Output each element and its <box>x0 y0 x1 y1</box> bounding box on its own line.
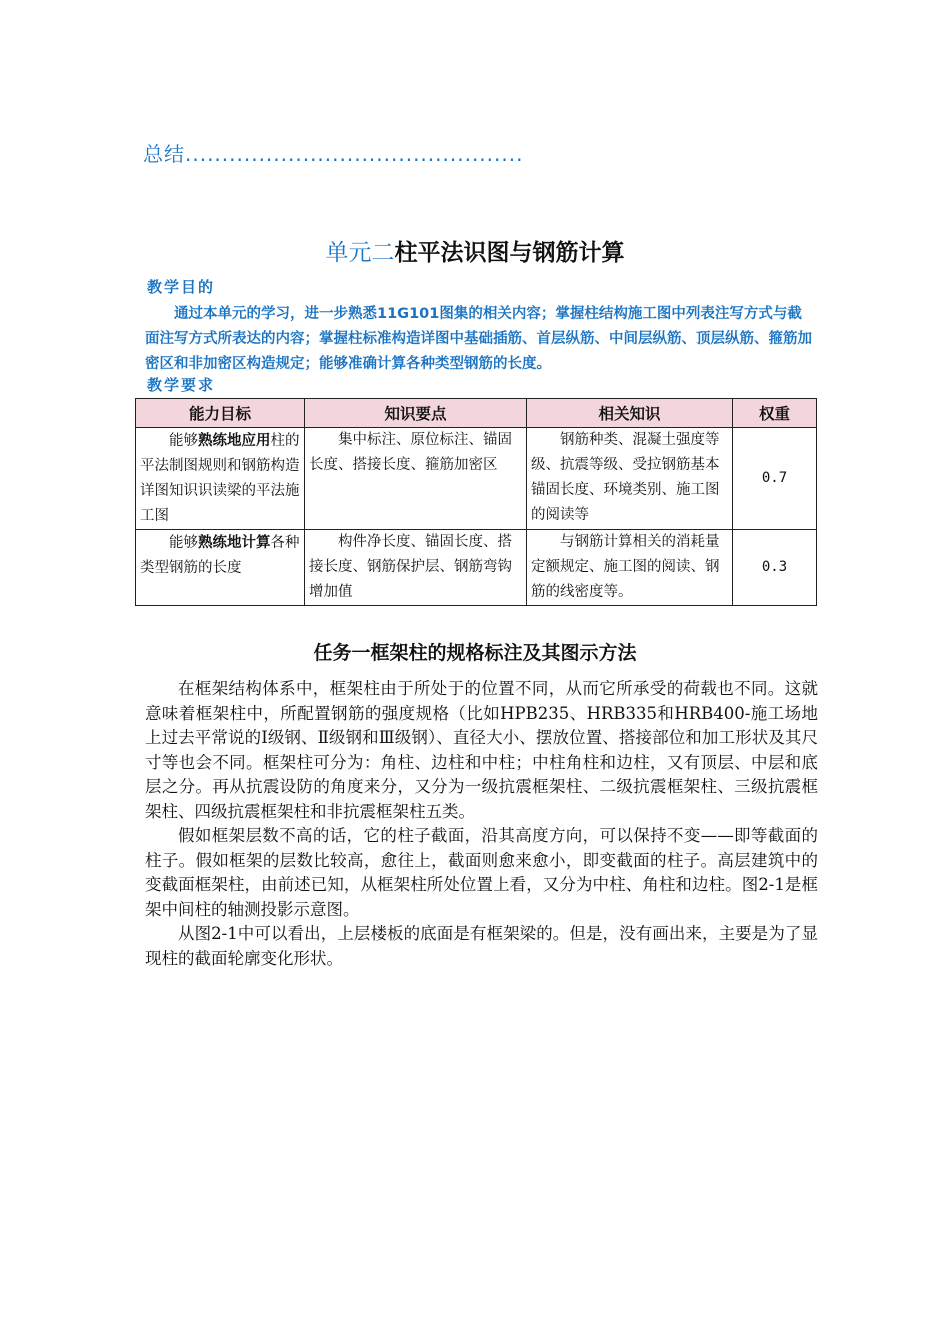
unit-title <box>0 234 950 267</box>
requirements-table <box>135 398 817 606</box>
header-ability: 能力目标 <box>136 399 305 428</box>
ability-cell <box>136 530 305 606</box>
table-row <box>136 530 817 606</box>
body-text <box>145 677 818 971</box>
teaching-requirements-heading: 教学要求 <box>147 376 216 394</box>
ability-text: 各种类型钢筋的长度 <box>140 535 300 576</box>
knowledge-cell: 构件净长度、锚固长度、搭接长度、钢筋保护层、钢筋弯钩增加值 <box>305 530 527 606</box>
related-cell: 与钢筋计算相关的消耗量定额规定、施工图的阅读、钢筋的线密度等。 <box>527 530 733 606</box>
ability-text: 柱的平法制图规则和钢筋构造详图知识识读梁的平法施工图 <box>140 433 300 524</box>
weight-cell: 0.3 <box>733 530 817 606</box>
unit-number: 单元二 <box>325 240 395 266</box>
teaching-purpose-heading: 教学目的 <box>147 278 216 296</box>
ability-emphasis: 熟练地计算 <box>198 534 271 551</box>
ability-emphasis: 熟练地应用 <box>198 432 271 449</box>
unit-title-text: 柱平法识图与钢筋计算 <box>394 240 625 266</box>
paragraph: 假如框架层数不高的话，它的柱子截面，沿其高度方向，可以保持不变——即等截面的柱子。假如框架的层数比较高，愈往上，截面则愈来愈小，即变截面的柱子。高层建筑中的变截面框架柱，由前述已知，从框架柱所处位置上看，又分为中柱、角柱和边柱。图2-1是框架中间柱的轴测投影示意图。 <box>145 826 818 919</box>
header-weight: 权重 <box>733 399 817 428</box>
teaching-purpose-text: 通过本单元的学习，进一步熟悉11G101图集的相关内容；掌握柱结构施工图中列表注写方式与截面注写方式所表达的内容；掌握柱标准构造详图中基础插筋、首层纵筋、中间层纵筋、顶层纵筋、箍筋加密区和非加密区构造规定；能够准确计算各种类型钢筋的长度。 <box>145 306 812 372</box>
weight-cell: 0.7 <box>733 428 817 530</box>
table-row <box>136 428 817 530</box>
knowledge-cell: 集中标注、原位标注、锚固长度、搭接长度、箍筋加密区 <box>305 428 527 530</box>
summary-toc-line[interactable]: 总结.............................................. <box>143 142 524 166</box>
ability-text: 能够 <box>169 433 198 449</box>
ability-text: 能够 <box>169 535 198 551</box>
header-related: 相关知识 <box>527 399 733 428</box>
related-cell: 钢筋种类、混凝土强度等级、抗震等级、受拉钢筋基本锚固长度、环境类别、施工图的阅读等 <box>527 428 733 530</box>
ability-cell <box>136 428 305 530</box>
header-knowledge: 知识要点 <box>305 399 527 428</box>
task-title: 任务一框架柱的规格标注及其图示方法 <box>313 642 637 664</box>
paragraph: 从图2-1中可以看出，上层楼板的底面是有框架梁的。但是，没有画出来，主要是为了显现柱的截面轮廓变化形状。 <box>145 924 818 968</box>
table-header-row <box>136 399 817 428</box>
paragraph: 在框架结构体系中，框架柱由于所处于的位置不同，从而它所承受的荷载也不同。这就意味着框架柱中，所配置钢筋的强度规格（比如HPB235、HRB335和HRB400-施工场地上过去平常说的Ⅰ级钢、Ⅱ级钢和Ⅲ级钢）、直径大小、摆放位置、搭接部位和加工形状及其尺寸等也会不同。框架柱可分为：角柱、边柱和中柱；中柱角柱和边柱，又有顶层、中层和底层之分。再从抗震设防的角度来分，又分为一级抗震框架柱、二级抗震框架柱、三级抗震框架柱、四级抗震框架柱和非抗震框架柱五类。 <box>145 679 818 821</box>
